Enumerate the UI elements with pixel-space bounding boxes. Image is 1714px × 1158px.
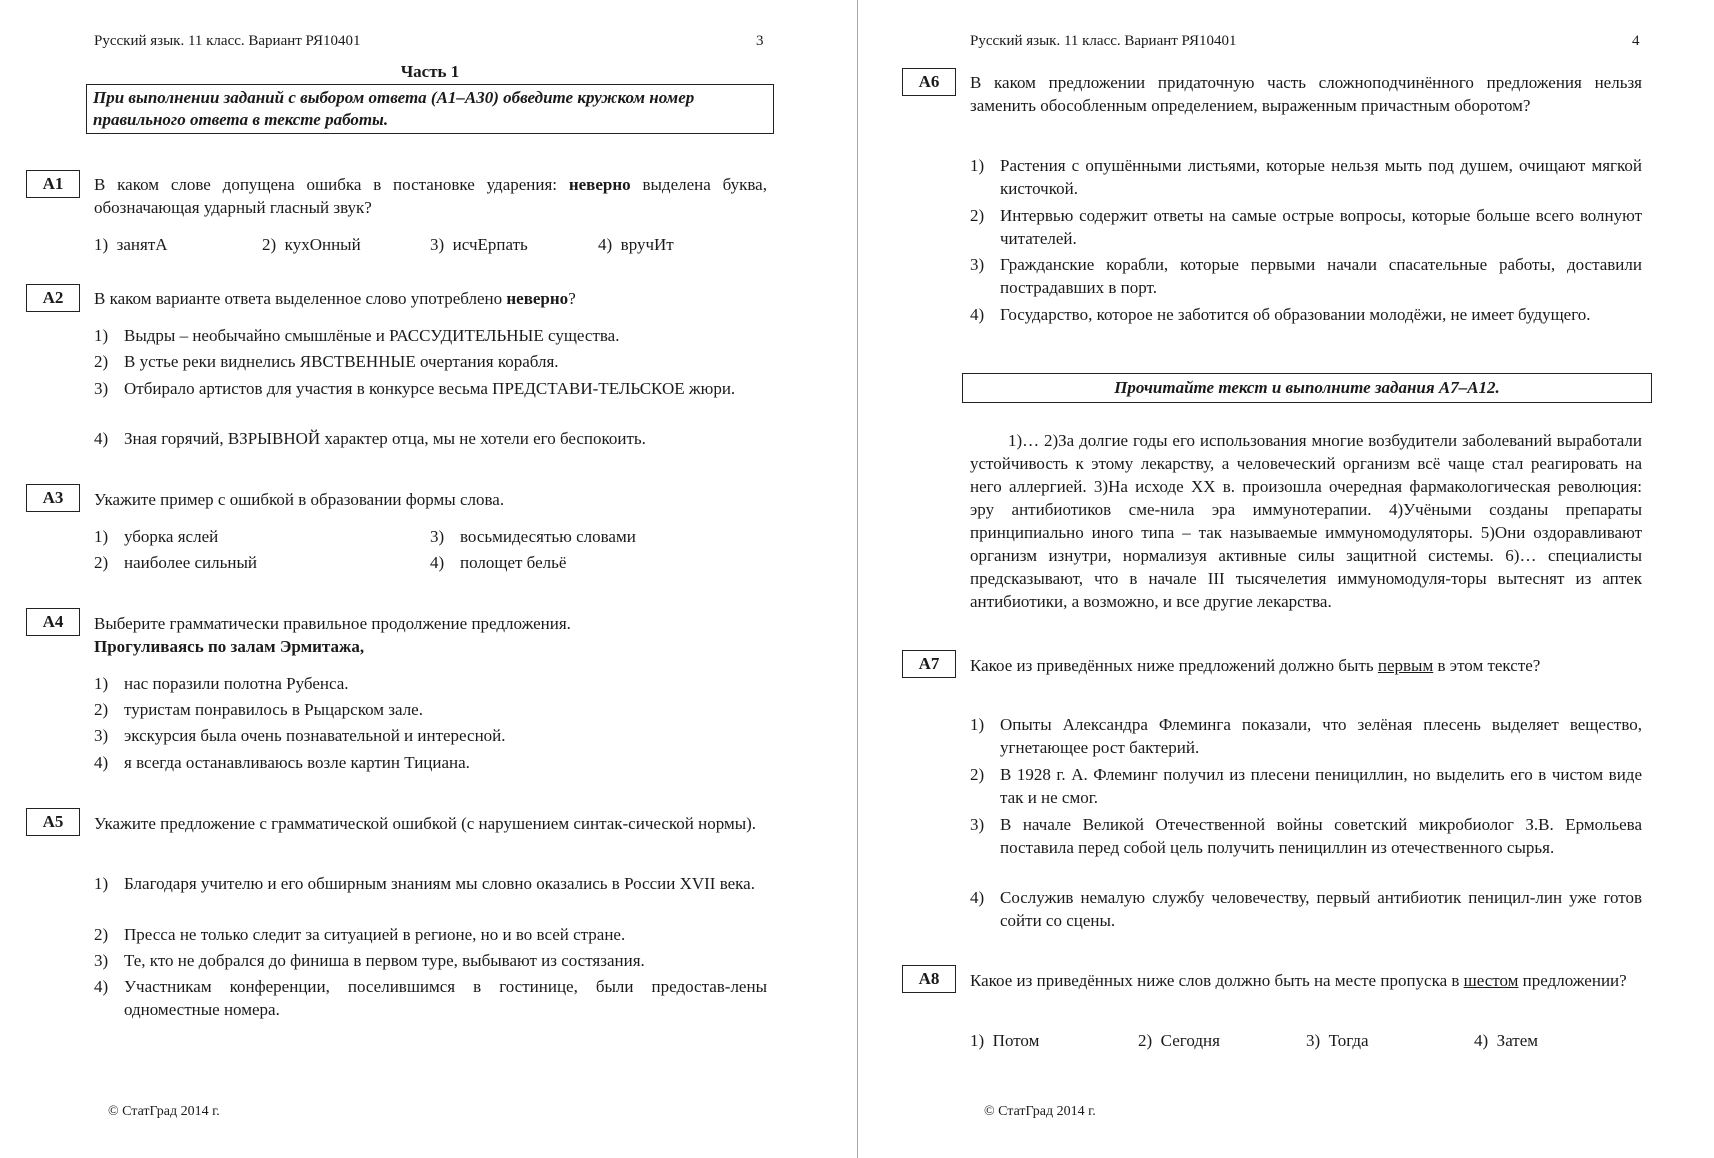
option-a3-1[interactable]: 1) уборка яслей — [94, 527, 219, 546]
option-a8-4[interactable]: 4) Затем — [1474, 1031, 1539, 1050]
option-a4-1[interactable]: 1) нас поразили полотна Рубенса. — [94, 674, 349, 693]
option-a3-3[interactable]: 3) восьмидесятью словами — [430, 527, 636, 546]
option-a5-2[interactable]: 2) Пресса не только следит за ситуацией в регионе, но и во всей стране. — [94, 925, 626, 944]
instruction-box: При выполнении заданий с выбором ответа (А1–А30) обведите кружком номер правильного ответа в тексте работы. — [86, 84, 774, 134]
option-a1-2[interactable]: 2) кухОнный — [262, 235, 361, 254]
question-a5: Укажите предложение с грамматической ошибкой (с нарушением синтак-сической нормы). — [94, 814, 757, 833]
part-title: Часть 1 — [400, 62, 460, 81]
task-label-a6: А6 — [902, 68, 956, 96]
option-a8-2[interactable]: 2) Сегодня — [1138, 1031, 1220, 1050]
option-a2-2[interactable]: 2) В устье реки виднелись ЯВСТВЕННЫЕ очертания корабля. — [94, 352, 559, 371]
option-a7-2[interactable]: 2) В 1928 г. А. Флеминг получил из плесени пенициллин, но выделить его в чистом виде так и не смог. — [970, 765, 1642, 807]
question-a2: В каком варианте ответа выделенное слово употреблено неверно? — [94, 289, 576, 308]
question-a7: Какое из приведённых ниже предложений должно быть первым в этом тексте? — [970, 656, 1541, 675]
task-label-a7: А7 — [902, 650, 956, 678]
page-number: 3 — [756, 33, 764, 49]
option-a7-3[interactable]: 3) В начале Великой Отечественной войны советский микробиолог З.В. Ермольева поставила перед собой цель получить пенициллин из отечественного сырья. — [970, 815, 1642, 857]
option-a3-2[interactable]: 2) наиболее сильный — [94, 553, 257, 572]
option-a4-2[interactable]: 2) туристам понравилось в Рыцарском зале. — [94, 700, 423, 719]
question-a1: В каком слове допущена ошибка в постановке ударения: неверно выделена буква, обозначающая ударный гласный звук? — [94, 175, 767, 217]
option-a6-2[interactable]: 2) Интервью содержит ответы на самые острые вопросы, которые больше всего волнуют читателей. — [970, 206, 1642, 248]
task-label-a5: А5 — [26, 808, 80, 836]
option-a4-3[interactable]: 3) экскурсия была очень познавательной и интересной. — [94, 726, 506, 745]
option-a4-4[interactable]: 4) я всегда останавливаюсь возле картин Тициана. — [94, 753, 470, 772]
page-header: Русский язык. 11 класс. Вариант РЯ10401 — [94, 33, 361, 49]
option-a7-1[interactable]: 1) Опыты Александра Флеминга показали, что зелёная плесень выделяет вещество, угнетающее рост бактерий. — [970, 715, 1642, 757]
option-a7-4[interactable]: 4) Сослужив немалую службу человечеству, первый антибиотик пеницил-лин уже готов сойти со сцены. — [970, 888, 1642, 930]
task-label-a8: А8 — [902, 965, 956, 993]
option-a8-3[interactable]: 3) Тогда — [1306, 1031, 1369, 1050]
question-a4: Выберите грамматически правильное продолжение предложения. Прогуливаясь по залам Эрмитажа, — [94, 612, 767, 658]
option-a1-3[interactable]: 3) исчЕрпать — [430, 235, 528, 254]
option-a8-1[interactable]: 1) Потом — [970, 1031, 1040, 1050]
option-a2-1[interactable]: 1) Выдры – необычайно смышлёные и РАССУДИТЕЛЬНЫЕ существа. — [94, 326, 620, 345]
option-a5-4[interactable]: 4) Участникам конференции, поселившимся в гостинице, были предостав-лены одноместные номера. — [94, 977, 767, 1019]
reading-text: 1)… 2)За долгие годы его использования многие возбудители заболеваний выработали устойчивость к этому лекарству, а человеческий организм всё чаще стал реагировать на него аллергией. 3)На исходе XX в. произошла очередная фармакологическая революция: эру антибиотиков сме-нила эра иммунотерапии. 4)Учёными созданы препараты принципиально иного типа – так называемые иммуномодуляторы. 5)Они оздоравливают организм изнутри, нормализуя активные силы защитной системы. 6)… специалисты предсказывают, что в начале III тысячелетия иммуномодуля-торы вытеснят из аптек антибиотики, а возможно, и все другие лекарства. — [970, 431, 1642, 611]
page-number: 4 — [1632, 33, 1640, 49]
task-label-a2: А2 — [26, 284, 80, 312]
option-a2-3[interactable]: 3) Отбирало артистов для участия в конкурсе весьма ПРЕДСТАВИ-ТЕЛЬСКОЕ жюри. — [94, 379, 736, 398]
option-a1-4[interactable]: 4) вручИт — [598, 235, 674, 254]
option-a1-1[interactable]: 1) занятА — [94, 235, 168, 254]
question-a6: В каком предложении придаточную часть сложноподчинённого предложения нельзя заменить обособленным определением, выраженным причастным оборотом? — [970, 73, 1642, 115]
option-a5-1[interactable]: 1) Благодаря учителю и его обширным знаниям мы словно оказались в России XVII века. — [94, 874, 755, 893]
question-a3: Укажите пример с ошибкой в образовании формы слова. — [94, 490, 505, 509]
task-label-a3: А3 — [26, 484, 80, 512]
task-label-a4: А4 — [26, 608, 80, 636]
option-a6-1[interactable]: 1) Растения с опушёнными листьями, которые нельзя мыть под душем, очищают мягкой кисточкой. — [970, 156, 1642, 198]
page-header: Русский язык. 11 класс. Вариант РЯ10401 — [970, 33, 1237, 49]
page-footer: © СтатГрад 2014 г. — [108, 1104, 220, 1119]
task-label-a1: А1 — [26, 170, 80, 198]
reading-instruction-box: Прочитайте текст и выполните задания А7–А12. — [962, 373, 1652, 403]
question-a8: Какое из приведённых ниже слов должно быть на месте пропуска в шестом предложении? — [970, 971, 1627, 990]
page-footer: © СтатГрад 2014 г. — [984, 1104, 1096, 1119]
page-4 — [858, 0, 1714, 1158]
option-a5-3[interactable]: 3) Те, кто не добрался до финиша в первом туре, выбывают из состязания. — [94, 951, 645, 970]
question-a4-bold: Прогуливаясь по залам Эрмитажа, — [94, 637, 365, 656]
option-a6-3[interactable]: 3) Гражданские корабли, которые первыми начали спасательные работы, доставили пострадавших в порт. — [970, 255, 1642, 297]
option-a6-4[interactable]: 4) Государство, которое не заботится об образовании молодёжи, не имеет будущего. — [970, 305, 1591, 324]
option-a3-4[interactable]: 4) полощет бельё — [430, 553, 567, 572]
option-a2-4[interactable]: 4) Зная горячий, ВЗРЫВНОЙ характер отца, мы не хотели его беспокоить. — [94, 429, 646, 448]
